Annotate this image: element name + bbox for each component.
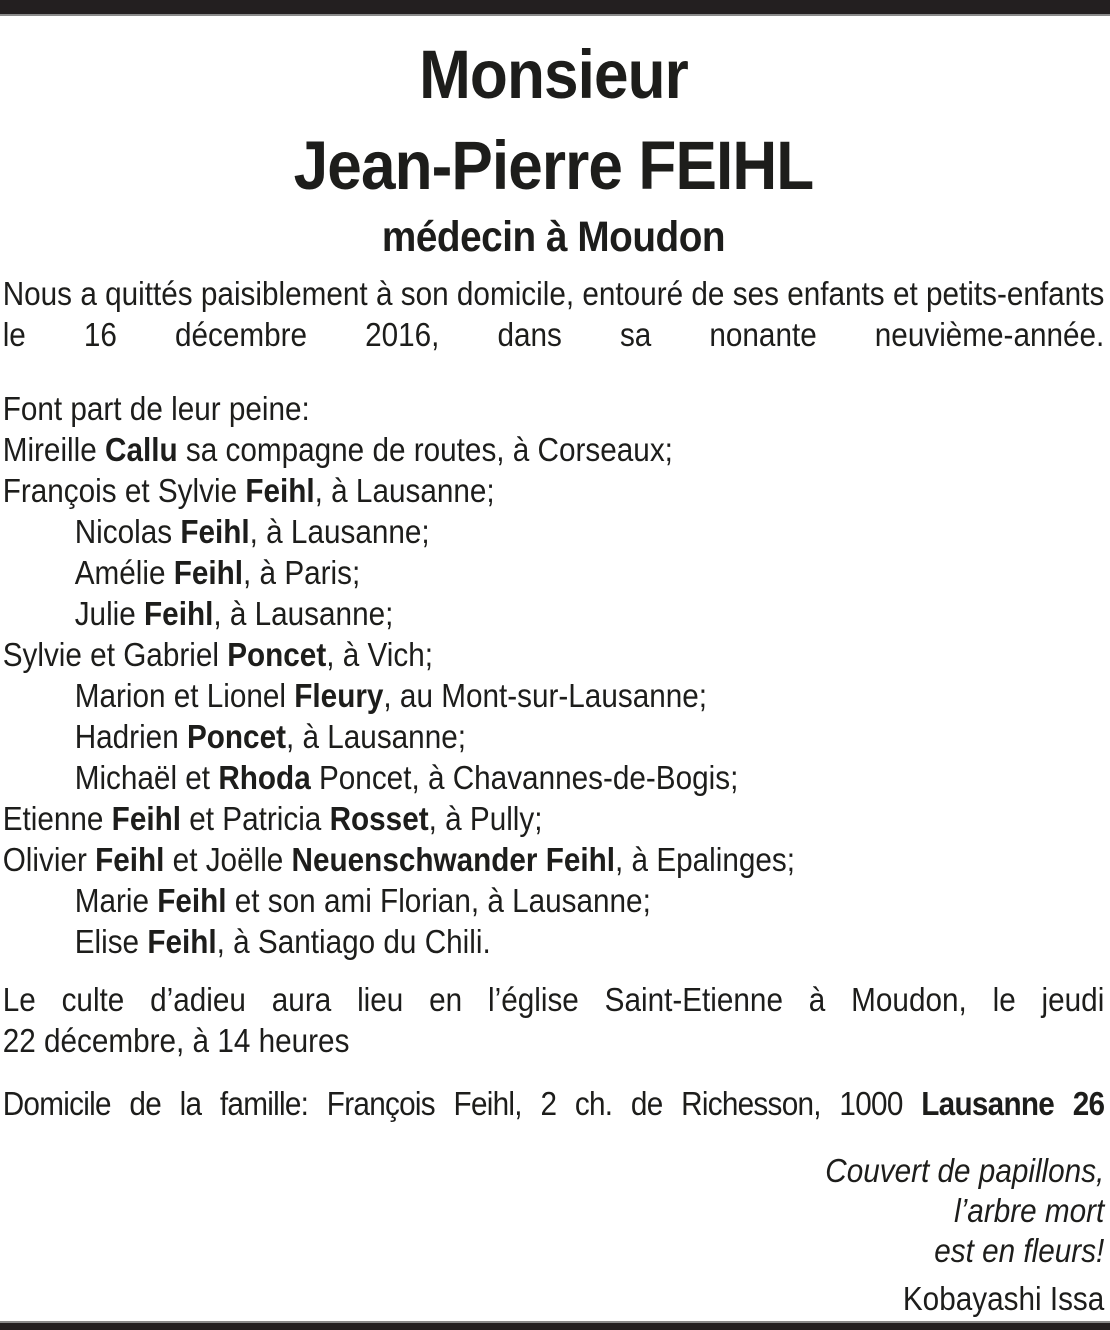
ceremony-paragraph — [3, 979, 1105, 1061]
ceremony-line2: 22 décembre, à 14 heures — [2, 1022, 350, 1059]
haiku-author: Kobayashi Issa — [902, 1280, 1105, 1317]
haiku-line: est en fleurs! — [934, 1232, 1105, 1269]
haiku-line: Couvert de papillons, — [825, 1152, 1105, 1189]
mourner-line: Mireille Callu sa compagne de routes, à Corseaux; — [2, 431, 673, 468]
haiku-line: l’arbre mort — [954, 1192, 1105, 1229]
mourner-line: Michaël et Rhoda Poncet, à Chavannes-de-Bogis; — [74, 759, 739, 796]
deceased-occupation: médecin à Moudon — [381, 213, 726, 261]
mourner-line: Hadrien Poncet, à Lausanne; — [74, 718, 466, 755]
mourner-line: Julie Feihl, à Lausanne; — [74, 595, 394, 632]
mourner-line: Marie Feihl et son ami Florian, à Lausanne; — [74, 882, 651, 919]
mourner-line: Marion et Lionel Fleury, au Mont-sur-Lausanne; — [74, 677, 708, 714]
notice-content — [0, 16, 1110, 1319]
deceased-name: Jean-Pierre FEIHL — [293, 127, 814, 204]
family-address-line: Domicile de la famille: François Feihl, 2 ch. de Richesson, 1000 Lausanne 26 — [2, 1085, 1105, 1122]
top-border-rule — [0, 0, 1110, 16]
bottom-border-rule — [0, 1321, 1110, 1330]
mourners-list — [3, 388, 1105, 962]
mourner-line: Elise Feihl, à Santiago du Chili. — [74, 923, 491, 960]
haiku-quote — [3, 1151, 1105, 1271]
mourner-line: Nicolas Feihl, à Lausanne; — [74, 513, 430, 550]
mourner-line: Olivier Feihl et Joëlle Neuenschwander Feihl, à Epalinges; — [2, 841, 796, 878]
title-civility: Monsieur — [419, 36, 688, 113]
mourner-line: Sylvie et Gabriel Poncet, à Vich; — [2, 636, 433, 673]
mourners-lead-line: Font part de leur peine: — [2, 390, 310, 427]
ceremony-line1: Le culte d’adieu aura lieu en l’église Saint-Etienne à Moudon, le jeudi — [2, 981, 1105, 1018]
death-announcement-paragraph: Nous a quittés paisiblement à son domicile, entouré de ses enfants et petits-enfants le 16 décembre 2016, dans sa nonante neuvième-année. — [2, 275, 1105, 353]
mourner-line: Etienne Feihl et Patricia Rosset, à Pully; — [2, 800, 543, 837]
mourner-line: Amélie Feihl, à Paris; — [74, 554, 361, 591]
mourner-line: François et Sylvie Feihl, à Lausanne; — [2, 472, 495, 509]
